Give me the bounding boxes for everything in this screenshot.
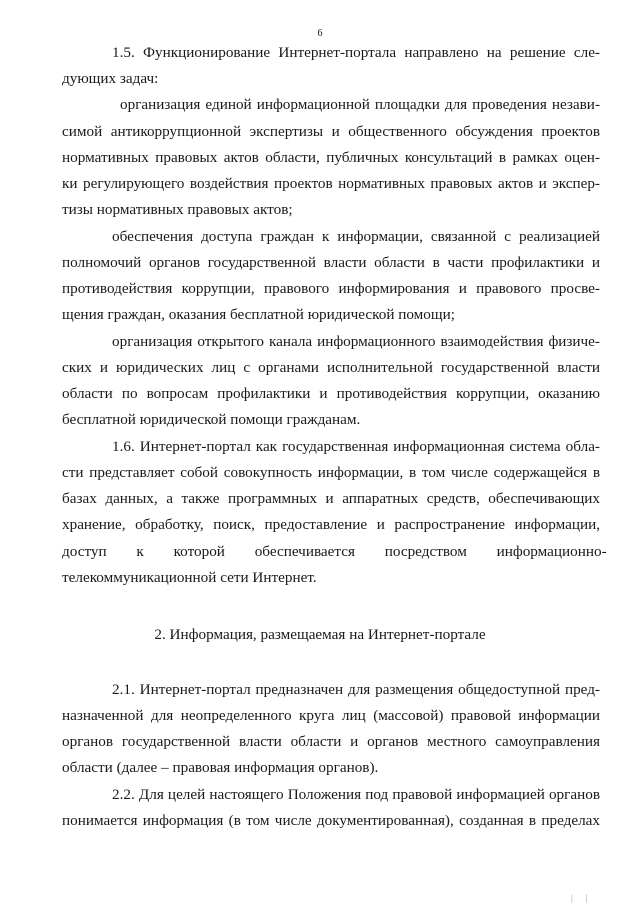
task-item-2-line: полномочий органов государственной власти области в части профилактики и: [62, 254, 600, 271]
task-item-2-line: противодействия коррупции, правового информирования и правового просве-: [62, 280, 600, 297]
task-item-3-line: ских и юридических лиц с органами исполнительной государственной власти: [62, 359, 600, 376]
paragraph-1-6-line: телекоммуникационной сети Интернет.: [62, 569, 317, 586]
task-item-3-line: бесплатной юридической помощи гражданам.: [62, 411, 361, 428]
paragraph-2-1-line: 2.1. Интернет-портал предназначен для размещения общедоступной пред-: [112, 681, 600, 698]
task-item-1-line: ки регулирующего воздействия проектов нормативных правовых актов и экспер-: [62, 175, 600, 192]
paragraph-1-6-line: базах данных, а также программных и аппаратных средств, обеспечивающих: [62, 490, 600, 507]
paragraph-1-5-line: дующих задач:: [62, 70, 159, 87]
page-number: 6: [317, 28, 323, 39]
task-item-1-line: нормативных правовых актов области, публичных консультаций в рамках оцен-: [62, 149, 600, 166]
task-item-1-line: тизы нормативных правовых актов;: [62, 201, 293, 218]
task-item-3-line: организация открытого канала информационного взаимодействия физиче-: [112, 333, 600, 350]
paragraph-2-1-line: области (далее – правовая информация органов).: [62, 759, 379, 776]
task-item-1-line: симой антикоррупционной экспертизы и общественного обсуждения проектов: [62, 123, 600, 140]
paragraph-1-6-line: сти представляет собой совокупность информации, в том числе содержащейся в: [62, 464, 600, 481]
paragraph-1-6-line: доступ к которой обеспечивается посредством информационно-: [62, 543, 607, 560]
task-item-2-line: обеспечения доступа граждан к информации, связанной с реализацией: [112, 228, 600, 245]
paragraph-2-1-line: назначенной для неопределенного круга лиц (массовой) правовой информации: [62, 707, 600, 724]
paragraph-1-6-line: 1.6. Интернет-портал как государственная информационная система обла-: [112, 438, 600, 455]
paragraph-2-1-line: органов государственной власти области и органов местного самоуправления: [62, 733, 600, 750]
task-item-1-line: организация единой информационной площадки для проведения незави-: [120, 96, 600, 113]
task-item-3-line: области по вопросам профилактики и противодействия коррупции, оказанию: [62, 385, 600, 402]
scan-corner-mark: | |: [571, 893, 594, 903]
paragraph-1-6-line: хранение, обработку, поиск, предоставление и распространение информации,: [62, 516, 600, 533]
paragraph-2-2-line: 2.2. Для целей настоящего Положения под правовой информацией органов: [112, 786, 600, 803]
section-2-heading: 2. Информация, размещаемая на Интернет-портале: [154, 626, 486, 643]
paragraph-1-5-line: 1.5. Функционирование Интернет-портала направлено на решение сле-: [112, 44, 600, 61]
task-item-2-line: щения граждан, оказания бесплатной юридической помощи;: [62, 306, 455, 323]
paragraph-2-2-line: понимается информация (в том числе документированная), созданная в пределах: [62, 812, 600, 829]
